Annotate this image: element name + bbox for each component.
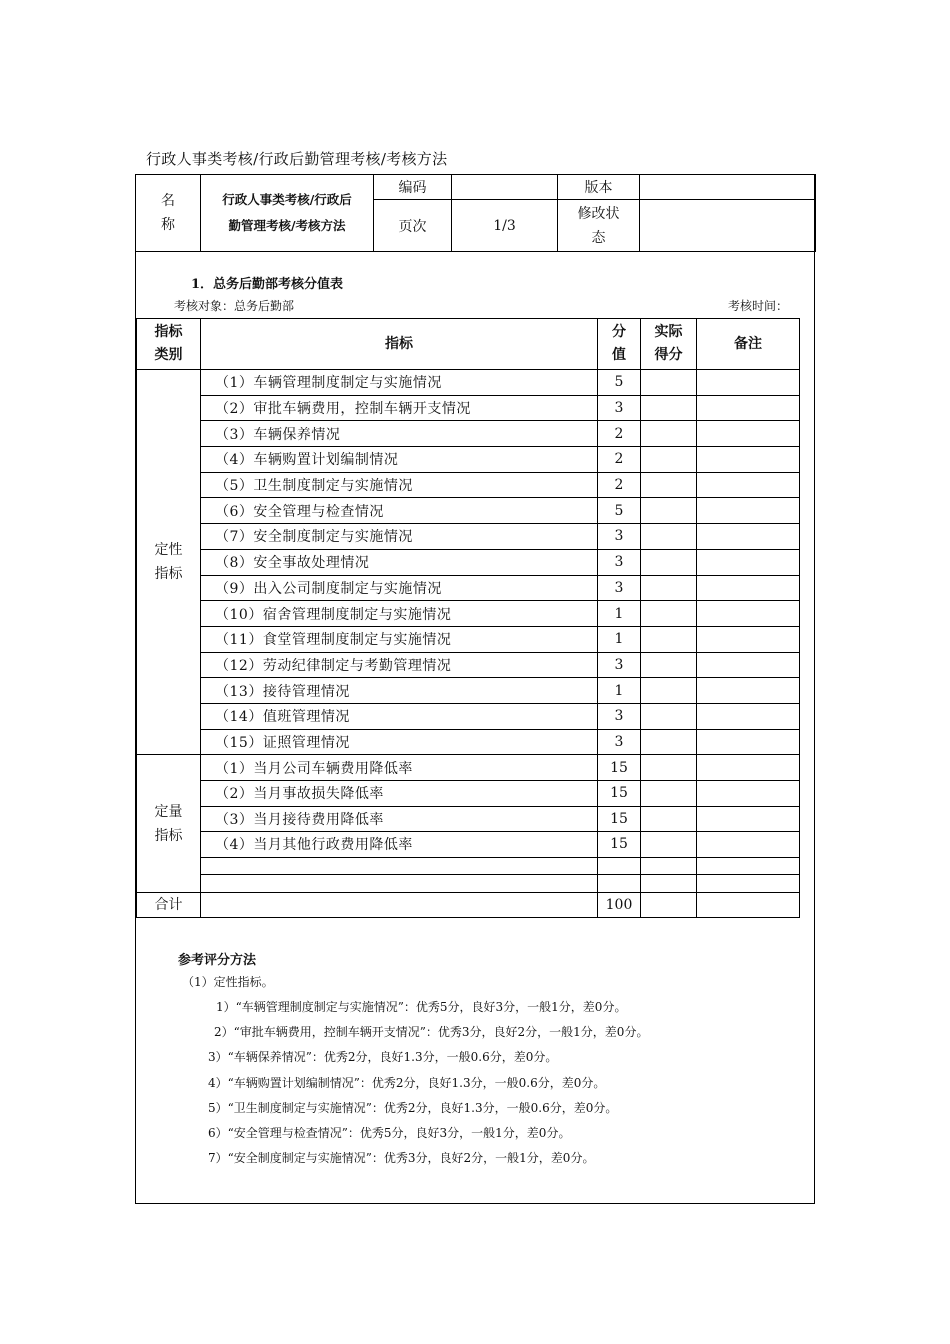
remark-cell bbox=[697, 601, 800, 627]
score-cell: 15 bbox=[598, 780, 641, 806]
table-row bbox=[137, 857, 800, 875]
actual-score-cell bbox=[641, 601, 697, 627]
table-row bbox=[137, 601, 800, 627]
page-title: 行政人事类考核/行政后勤管理考核/考核方法 bbox=[146, 150, 448, 168]
indicator-cell: （12）劳动纪律制定与考勤管理情况 bbox=[201, 652, 598, 678]
header-actual bbox=[641, 319, 697, 370]
scoring-rule: 6）“安全管理与检查情况”：优秀5分，良好3分，一般1分，差0分。 bbox=[208, 1126, 571, 1140]
score-cell: 2 bbox=[598, 447, 641, 473]
revision-value bbox=[640, 200, 816, 252]
quantitative-category-line: 定量 bbox=[154, 803, 183, 820]
scoring-rule: 4）“车辆购置计划编制情况”：优秀2分，良好1.3分，一般0.6分，差0分。 bbox=[208, 1075, 606, 1090]
document-frame bbox=[135, 174, 815, 1204]
score-cell: 1 bbox=[598, 601, 641, 627]
total-indicator bbox=[201, 892, 598, 917]
actual-score-cell bbox=[641, 395, 697, 421]
indicator-cell: （2）当月事故损失降低率 bbox=[201, 780, 598, 806]
assessment-time-label: 考核时间： bbox=[727, 299, 788, 313]
score-table bbox=[136, 318, 800, 918]
score-cell: 1 bbox=[598, 626, 641, 652]
indicator-cell: （3）当月接待费用降低率 bbox=[201, 806, 598, 832]
header-indicator: 指标 bbox=[201, 319, 598, 370]
actual-score-cell bbox=[641, 447, 697, 473]
section-title: 1．总务后勤部考核分值表 bbox=[191, 277, 344, 292]
indicator-cell: （10）宿舍管理制度制定与实施情况 bbox=[201, 601, 598, 627]
version-value bbox=[640, 175, 816, 200]
remark-cell bbox=[697, 626, 800, 652]
remark-cell bbox=[697, 780, 800, 806]
score-cell: 3 bbox=[598, 524, 641, 550]
assessment-subject: 考核对象：总务后勤部 bbox=[174, 299, 295, 313]
indicator-cell: （15）证照管理情况 bbox=[201, 729, 598, 755]
score-cell: 15 bbox=[598, 832, 641, 858]
remark-cell bbox=[697, 832, 800, 858]
header-category-line-1: 指标 bbox=[154, 324, 183, 340]
indicator-cell: （1）当月公司车辆费用降低率 bbox=[201, 755, 598, 781]
table-row bbox=[137, 755, 800, 781]
remark-cell bbox=[697, 421, 800, 447]
qualitative-category-line: 指标 bbox=[154, 566, 183, 583]
table-row bbox=[137, 806, 800, 832]
table-row bbox=[137, 498, 800, 524]
table-row bbox=[137, 832, 800, 858]
table-row bbox=[137, 472, 800, 498]
quantitative-category-line: 指标 bbox=[154, 827, 183, 844]
score-cell: 3 bbox=[598, 729, 641, 755]
indicator-cell: （11）食堂管理制度制定与实施情况 bbox=[201, 626, 598, 652]
actual-score-cell bbox=[641, 472, 697, 498]
code-label: 编码 bbox=[374, 175, 452, 200]
scoring-rule: 7）“安全制度制定与实施情况”：优秀3分，良好2分，一般1分，差0分。 bbox=[208, 1151, 595, 1166]
remark-cell bbox=[697, 729, 800, 755]
remark-cell bbox=[697, 857, 800, 875]
score-cell: 3 bbox=[598, 703, 641, 729]
quantitative-rows bbox=[137, 755, 800, 892]
indicator-cell: （3）车辆保养情况 bbox=[201, 421, 598, 447]
qualitative-category-line: 定性 bbox=[154, 542, 183, 559]
score-cell: 3 bbox=[598, 395, 641, 421]
indicator-cell: （5）卫生制度制定与实施情况 bbox=[201, 472, 598, 498]
remark-cell bbox=[697, 806, 800, 832]
table-row bbox=[137, 703, 800, 729]
table-row bbox=[137, 395, 800, 421]
score-cell: 3 bbox=[598, 549, 641, 575]
actual-score-cell bbox=[641, 875, 697, 893]
score-cell: 3 bbox=[598, 575, 641, 601]
remark-cell bbox=[697, 472, 800, 498]
indicator-cell: （13）接待管理情况 bbox=[201, 678, 598, 704]
scoring-rule: 2）“审批车辆费用，控制车辆开支情况”：优秀3分，良好2分，一般1分，差0分。 bbox=[214, 1025, 649, 1040]
name-label-char-2: 称 bbox=[161, 217, 175, 233]
header-actual-line-1: 实际 bbox=[654, 324, 683, 340]
actual-score-cell bbox=[641, 626, 697, 652]
score-cell bbox=[598, 875, 641, 893]
name-label-char-1: 名 bbox=[161, 193, 175, 209]
indicator-cell: （14）值班管理情况 bbox=[201, 703, 598, 729]
score-cell: 15 bbox=[598, 755, 641, 781]
header-actual-line-2: 得分 bbox=[654, 347, 683, 363]
score-cell: 3 bbox=[598, 652, 641, 678]
revision-label-line-2: 态 bbox=[591, 229, 606, 246]
remark-cell bbox=[697, 549, 800, 575]
actual-score-cell bbox=[641, 703, 697, 729]
table-row bbox=[137, 575, 800, 601]
total-label: 合计 bbox=[137, 892, 201, 917]
header-score-line-1: 分 bbox=[612, 324, 626, 340]
score-cell: 2 bbox=[598, 421, 641, 447]
score-cell: 2 bbox=[598, 472, 641, 498]
indicator-cell: （9）出入公司制度制定与实施情况 bbox=[201, 575, 598, 601]
page-label: 页次 bbox=[374, 200, 452, 252]
qualitative-category-cell bbox=[137, 370, 201, 755]
actual-score-cell bbox=[641, 549, 697, 575]
method-subtitle: （1）定性指标。 bbox=[182, 975, 274, 989]
revision-label bbox=[558, 200, 640, 252]
total-score: 100 bbox=[598, 892, 641, 917]
quantitative-category-cell bbox=[137, 755, 201, 892]
table-row bbox=[137, 447, 800, 473]
actual-score-cell bbox=[641, 575, 697, 601]
scoring-rule: 5）“卫生制度制定与实施情况”：优秀2分，良好1.3分，一般0.6分，差0分。 bbox=[208, 1100, 618, 1115]
indicator-cell: （2）审批车辆费用，控制车辆开支情况 bbox=[201, 395, 598, 421]
actual-score-cell bbox=[641, 755, 697, 781]
remark-cell bbox=[697, 755, 800, 781]
indicator-cell: （8）安全事故处理情况 bbox=[201, 549, 598, 575]
doc-title-cell bbox=[201, 175, 374, 252]
remark-cell bbox=[697, 395, 800, 421]
remark-cell bbox=[697, 875, 800, 893]
method-title: 参考评分方法 bbox=[178, 953, 257, 968]
header-category bbox=[137, 319, 201, 370]
scoring-rule: 3）“车辆保养情况”：优秀2分，良好1.3分，一般0.6分，差0分。 bbox=[208, 1050, 558, 1065]
remark-cell bbox=[697, 370, 800, 396]
indicator-cell: （7）安全制度制定与实施情况 bbox=[201, 524, 598, 550]
score-cell: 5 bbox=[598, 370, 641, 396]
table-row bbox=[137, 678, 800, 704]
header-score bbox=[598, 319, 641, 370]
total-actual bbox=[641, 892, 697, 917]
indicator-cell bbox=[201, 875, 598, 893]
doc-title-line-1: 行政人事类考核/行政后 bbox=[222, 192, 352, 207]
indicator-cell: （6）安全管理与检查情况 bbox=[201, 498, 598, 524]
actual-score-cell bbox=[641, 524, 697, 550]
actual-score-cell bbox=[641, 806, 697, 832]
version-label: 版本 bbox=[558, 175, 640, 200]
remark-cell bbox=[697, 575, 800, 601]
table-row bbox=[137, 780, 800, 806]
table-row bbox=[137, 875, 800, 893]
total-remark bbox=[697, 892, 800, 917]
doc-title-line-2: 勤管理考核/考核方法 bbox=[228, 218, 346, 233]
remark-cell bbox=[697, 447, 800, 473]
actual-score-cell bbox=[641, 370, 697, 396]
table-row bbox=[137, 626, 800, 652]
remark-cell bbox=[697, 703, 800, 729]
actual-score-cell bbox=[641, 652, 697, 678]
remark-cell bbox=[697, 524, 800, 550]
score-cell bbox=[598, 857, 641, 875]
header-score-line-2: 值 bbox=[612, 347, 626, 363]
indicator-cell bbox=[201, 857, 598, 875]
table-row bbox=[137, 370, 800, 396]
remark-cell bbox=[697, 652, 800, 678]
table-row bbox=[137, 729, 800, 755]
table-row bbox=[137, 524, 800, 550]
page-value: 1/3 bbox=[452, 200, 558, 252]
code-value bbox=[452, 175, 558, 200]
score-cell: 5 bbox=[598, 498, 641, 524]
actual-score-cell bbox=[641, 780, 697, 806]
header-table bbox=[135, 174, 816, 252]
scoring-rule: 1）“车辆管理制度制定与实施情况”：优秀5分，良好3分，一般1分，差0分。 bbox=[216, 1000, 627, 1014]
actual-score-cell bbox=[641, 678, 697, 704]
actual-score-cell bbox=[641, 729, 697, 755]
revision-label-line-1: 修改状 bbox=[577, 205, 620, 222]
actual-score-cell bbox=[641, 421, 697, 447]
remark-cell bbox=[697, 498, 800, 524]
score-cell: 15 bbox=[598, 806, 641, 832]
remark-cell bbox=[697, 678, 800, 704]
name-label-cell bbox=[136, 175, 201, 252]
table-row bbox=[137, 652, 800, 678]
score-cell: 1 bbox=[598, 678, 641, 704]
table-row bbox=[137, 421, 800, 447]
header-remark: 备注 bbox=[697, 319, 800, 370]
actual-score-cell bbox=[641, 832, 697, 858]
table-row bbox=[137, 549, 800, 575]
header-category-line-2: 类别 bbox=[154, 347, 183, 363]
indicator-cell: （4）当月其他行政费用降低率 bbox=[201, 832, 598, 858]
indicator-cell: （1）车辆管理制度制定与实施情况 bbox=[201, 370, 598, 396]
indicator-cell: （4）车辆购置计划编制情况 bbox=[201, 447, 598, 473]
actual-score-cell bbox=[641, 857, 697, 875]
qualitative-rows bbox=[137, 370, 800, 755]
actual-score-cell bbox=[641, 498, 697, 524]
